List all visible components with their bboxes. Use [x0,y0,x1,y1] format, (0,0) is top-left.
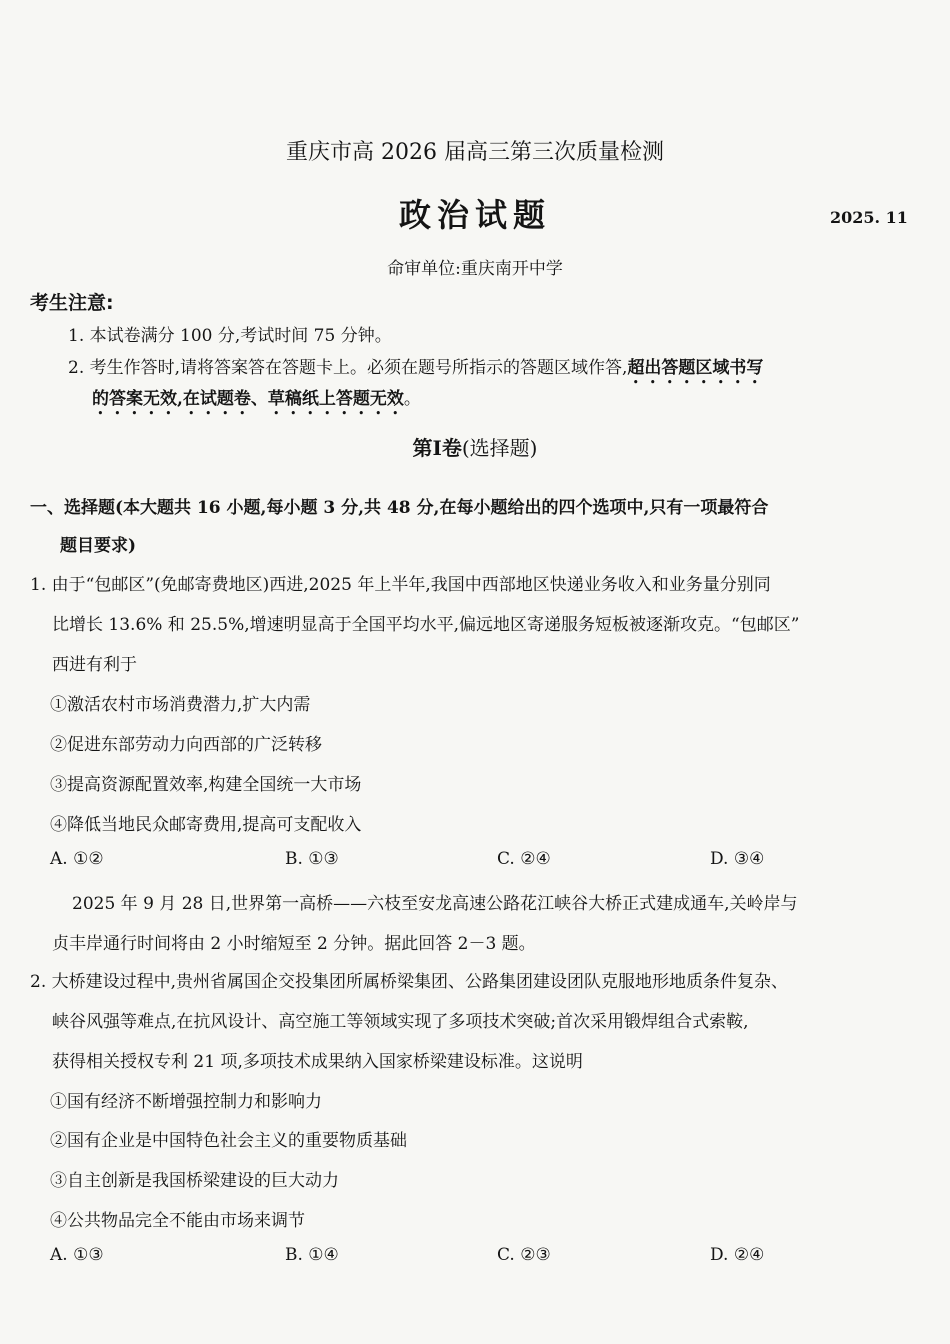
q2-stem-line-3: 获得相关授权专利 21 项,多项技术成果纳入国家桥梁建设标准。这说明 [52,1052,583,1072]
notice-item-1: 1. 本试卷满分 100 分,考试时间 75 分钟。 [68,326,392,346]
q1-stem-line-1: 1. 由于“包邮区”(免邮寄费地区)西进,2025 年上半年,我国中西部地区快递业务收入和业务量分别同 [30,575,771,595]
notice-item-2-emphasis-2: 的答案无效,在试题卷、草稿纸上答题无效 [92,389,404,409]
q1-statement-4: ④降低当地民众邮寄费用,提高可支配收入 [50,815,362,835]
q1-stem-line-3: 西进有利于 [52,655,137,675]
q2-option-c[interactable]: C. ②③ [497,1245,551,1265]
notice-item-2-line-1 [68,353,763,388]
notice-heading: 考生注意: [30,292,114,314]
q2-option-d[interactable]: D. ②④ [710,1245,765,1265]
q2-stem-line-2: 峡谷风强等难点,在抗风设计、高空施工等领域实现了多项技术突破;首次采用锻焊组合式索鞍, [52,1012,749,1032]
q1-option-d[interactable]: D. ③④ [710,849,765,869]
notice-item-2-plain: 2. 考生作答时,请将答案答在答题卡上。必须在题号所指示的答题区域作答, [68,358,628,378]
exam-setter: 命审单位:重庆南开中学 [387,259,563,279]
section-instruction-line-2: 题目要求) [60,536,137,556]
context-line-1: 2025 年 9 月 28 日,世界第一高桥——六枝至安龙高速公路花江峡谷大桥正式建成通车,关岭岸与 [72,894,798,914]
q2-option-a[interactable]: A. ①③ [50,1245,104,1265]
q2-statement-4: ④公共物品完全不能由市场来调节 [50,1211,305,1231]
notice-item-2-emphasis-1: 超出答题区域书写 [627,358,764,378]
exam-subtitle: 重庆市高 2026 届高三第三次质量检测 [286,140,664,165]
q2-option-b[interactable]: B. ①④ [285,1245,339,1265]
q1-option-c[interactable]: C. ②④ [497,849,551,869]
q1-statement-2: ②促进东部劳动力向西部的广泛转移 [50,735,322,755]
q1-statement-1: ①激活农村市场消费潜力,扩大内需 [50,695,311,715]
part-heading-main: 第Ⅰ卷 [412,436,462,460]
exam-date: 2025. 11 [830,208,908,227]
q2-statement-3: ③自主创新是我国桥梁建设的巨大动力 [50,1171,339,1191]
q1-option-b[interactable]: B. ①③ [285,849,339,869]
part-heading-sub: (选择题) [461,436,538,460]
q1-option-a[interactable]: A. ①② [50,849,104,869]
exam-title: 政治试题 [398,196,551,234]
q1-statement-3: ③提高资源配置效率,构建全国统一大市场 [50,775,362,795]
part-heading [0,432,950,461]
q2-stem-line-1: 2. 大桥建设过程中,贵州省属国企交投集团所属桥梁集团、公路集团建设团队克服地形地质条件复杂、 [30,972,789,992]
q2-statement-1: ①国有经济不断增强控制力和影响力 [50,1092,322,1112]
q1-stem-line-2: 比增长 13.6% 和 25.5%,增速明显高于全国平均水平,偏远地区寄递服务短板被逐渐攻克。“包邮区” [52,615,800,635]
notice-item-2-end: 。 [403,389,421,409]
notice-item-2-line-2 [92,384,421,419]
section-instruction-line-1: 一、选择题(本大题共 16 小题,每小题 3 分,共 48 分,在每小题给出的四个选项中,只有一项最符合 [30,498,769,518]
context-line-2: 贞丰岸通行时间将由 2 小时缩短至 2 分钟。据此回答 2－3 题。 [52,934,536,954]
q2-statement-2: ②国有企业是中国特色社会主义的重要物质基础 [50,1131,407,1151]
